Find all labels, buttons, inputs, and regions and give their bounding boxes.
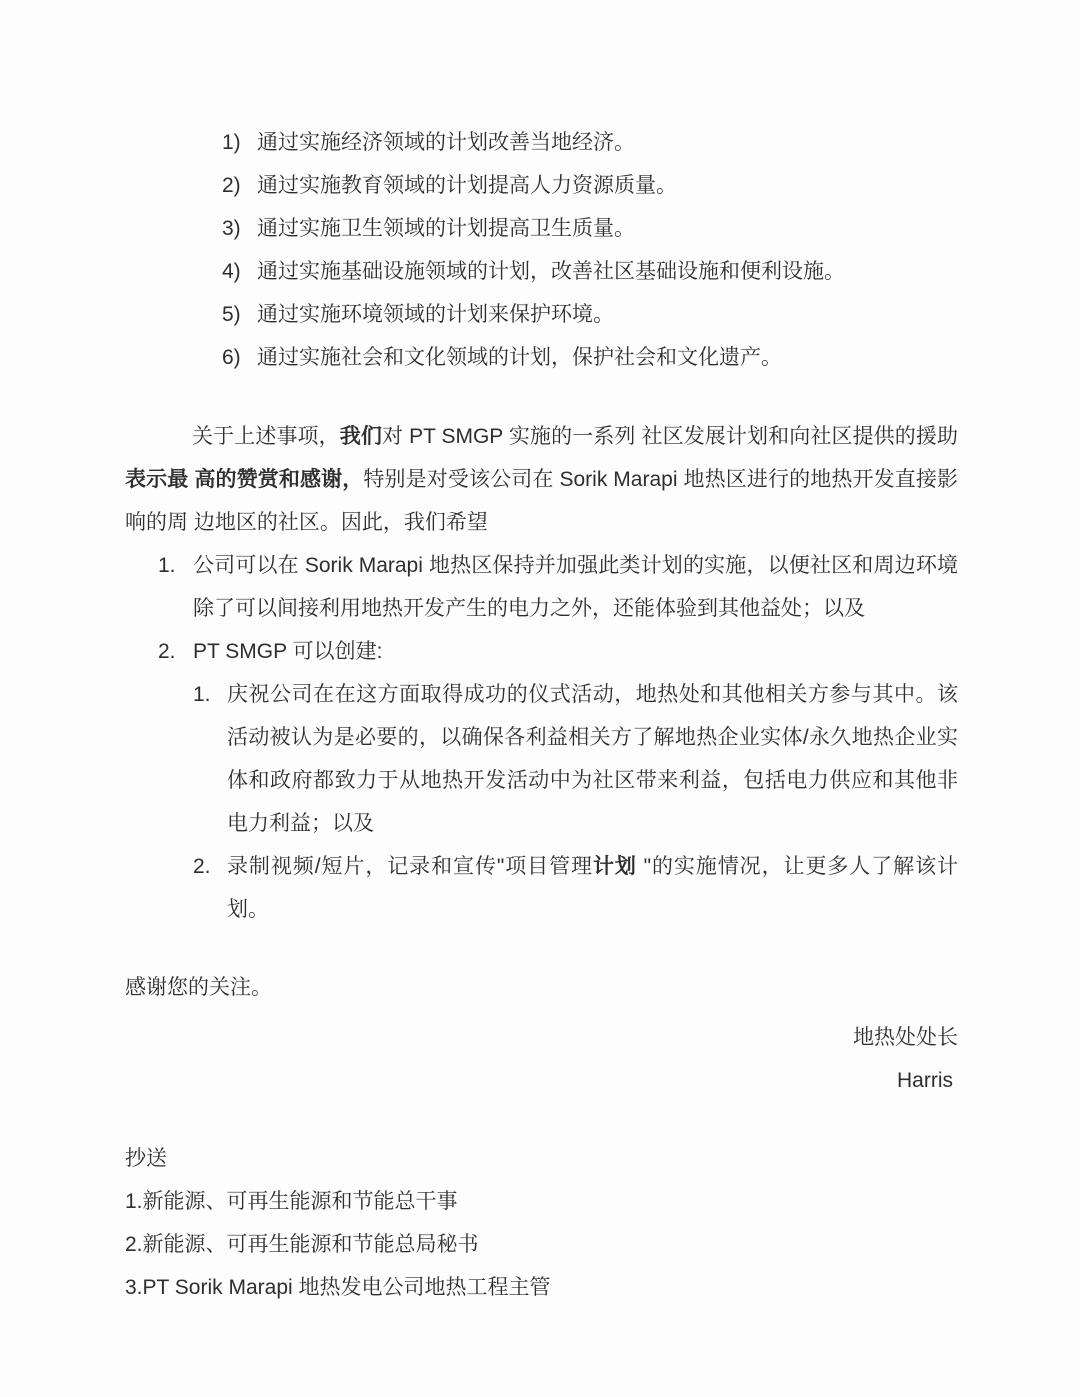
request-item-1 [158,544,958,630]
list-text: 通过实施经济领域的计划改善当地经济。 [257,131,635,154]
request-sub-item-2 [193,845,958,931]
signer-name: Harris [897,1069,953,1092]
cc-item-1: 1.新能源、可再生能源和节能总干事 [125,1190,458,1213]
cc-item-3: 3.PT Sorik Marapi 地热发电公司地热工程主管 [125,1276,551,1299]
goal-list [125,121,958,379]
list-number: 1. [193,683,211,706]
text-segment: "的实施情况，让更多人了解该计划。 [227,855,959,921]
signature-block [125,1016,958,1102]
goal-list-item-3 [222,207,958,250]
list-text: 通过实施卫生领域的计划提高卫生质量。 [257,217,635,240]
list-text: 通过实施社会和文化领域的计划，保护社会和文化遗产。 [257,346,782,369]
bold-text-segment: 计划 [592,855,637,878]
text-segment: 对 PT SMGP 实施的一系列 社区发展计划和向社区提供的援助 [382,425,959,448]
cc-label: 抄送 [125,1147,167,1170]
closing-thanks: 感谢您的关注。 [125,976,272,999]
list-text: 通过实施环境领域的计划来保护环境。 [257,303,614,326]
signer-title: 地热处处长 [853,1026,958,1049]
list-number: 1. [158,554,176,577]
request-sub-item-1 [193,673,958,845]
bold-text-segment: 表示最 高的赞赏和感谢， [125,468,364,491]
goal-list-item-2 [222,164,958,207]
text-segment: 关于上述事项， [192,425,340,448]
list-text: 通过实施教育领域的计划提高人力资源质量。 [257,174,677,197]
appreciation-paragraph [125,415,958,544]
text-segment: 庆祝公司在在这方面取得成功的仪式活动，地热处和其他相关方参与其中。该活动被认为是必要的，以确保各利益相关方了解地热企业实体/永久地热企业实体和政府都致力于从地热开发活动中为社区带来利益，包括电力供应和其他非电力利益；以及 [227,683,958,835]
bold-text-segment: 我们 [339,425,383,448]
list-text [193,544,958,630]
list-text [227,845,958,931]
request-list [125,544,958,931]
list-number: 2. [158,640,176,663]
cc-item-2: 2.新能源、可再生能源和节能总局秘书 [125,1233,479,1256]
text-segment: 录制视频/短片，记录和宣传"项目管理 [227,855,593,878]
list-text [227,673,958,845]
text-segment: 公司可以在 Sorik Marapi 地热区保持并加强此类计划的实施，以便社区和周边环境除了可以间接利用地热开发产生的电力之外，还能体验到其他益处；以及 [193,554,958,620]
list-text: 通过实施基础设施领域的计划，改善社区基础设施和便利设施。 [257,260,845,283]
goal-list-item-4 [222,250,958,293]
list-text [193,630,958,673]
list-number: 3) [222,217,241,240]
goal-list-item-6 [222,336,958,379]
cc-block [125,1137,958,1309]
list-number: 1) [222,131,241,154]
goal-list-item-1 [222,121,958,164]
request-item-2 [158,630,958,673]
list-number: 6) [222,346,241,369]
text-segment: 特别是对受该公司在 Sorik Marapi 地热区进行的地热开发直接影响的周 边地区的社区。因此，我们希望 [125,468,958,534]
list-number: 2. [193,855,211,878]
list-number: 2) [222,174,241,197]
goal-list-item-5 [222,293,958,336]
list-number: 4) [222,260,241,283]
text-segment: PT SMGP 可以创建: [193,640,383,663]
list-number: 5) [222,303,241,326]
